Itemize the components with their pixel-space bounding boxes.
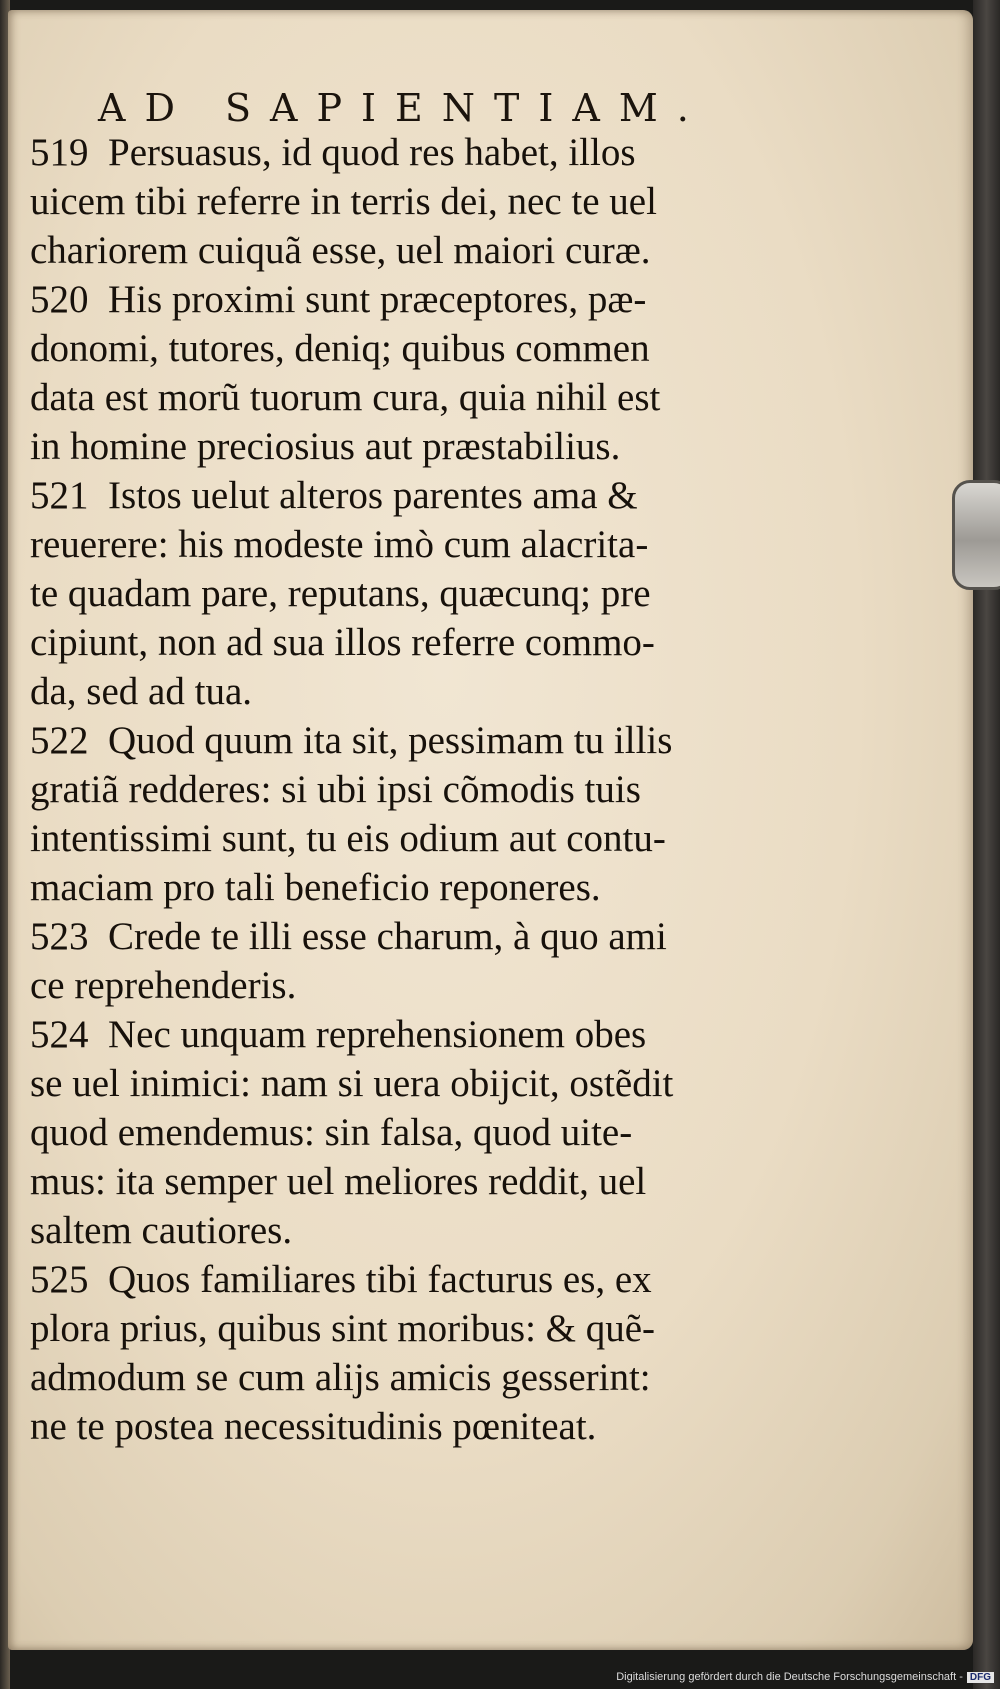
text-line: reuerere: his modeste imò cum alacrita-	[30, 523, 649, 566]
text-line: plora prius, quibus sint moribus: & quẽ-	[30, 1307, 656, 1350]
text-line: in homine preciosius aut præstabilius.	[30, 425, 621, 468]
text-line: intentissimi sunt, tu eis odium aut contu-	[30, 817, 666, 860]
text-line: se uel inimici: nam si uera obijcit, ostẽdit	[30, 1062, 674, 1105]
text-line: gratiã redderes: si ubi ipsi cõmodis tuis	[30, 768, 641, 811]
text-line: te quadam pare, reputans, quæcunq; pre	[30, 572, 651, 615]
text-line: 521 Istos uelut alteros parentes ama &	[30, 474, 638, 517]
text-line: 525 Quos familiares tibi facturus es, ex	[30, 1258, 652, 1301]
text-line: 523 Crede te illi esse charum, à quo ami	[30, 915, 667, 958]
book-page	[8, 10, 973, 1650]
text-line: 520 His proximi sunt præceptores, pæ-	[30, 278, 647, 321]
book-cover-edge	[973, 0, 1000, 1689]
text-line: quod emendemus: sin falsa, quod uite-	[30, 1111, 633, 1154]
text-line: admodum se cum alijs amicis gesserint:	[30, 1356, 651, 1399]
digitization-footer	[616, 1671, 994, 1683]
text-line: ne te postea necessitudinis pœniteat.	[30, 1405, 597, 1448]
text-line: 519 Persuasus, id quod res habet, illos	[30, 131, 636, 174]
text-line: maciam pro tali beneficio reponeres.	[30, 866, 601, 909]
dfg-logo: DFG	[967, 1672, 994, 1683]
text-line: chariorem cuiquã esse, uel maiori curæ.	[30, 229, 651, 272]
text-line: da, sed ad tua.	[30, 670, 253, 713]
text-line: donomi, tutores, deniq; quibus commen	[30, 327, 650, 370]
text-block	[30, 128, 800, 1451]
text-line: 522 Quod quum ita sit, pessimam tu illis	[30, 719, 673, 762]
text-line: ce reprehenderis.	[30, 964, 297, 1007]
text-line: 524 Nec unquam reprehensionem obes	[30, 1013, 647, 1056]
book-clasp	[952, 480, 1000, 590]
text-line: mus: ita semper uel meliores reddit, uel	[30, 1160, 647, 1203]
text-line: cipiunt, non ad sua illos referre commo-	[30, 621, 655, 664]
running-header: AD SAPIENTIAM.	[98, 86, 708, 130]
footer-text: Digitalisierung gefördert durch die Deutsche Forschungsgemeinschaft -	[616, 1671, 963, 1683]
text-line: saltem cautiores.	[30, 1209, 293, 1252]
text-line: data est morũ tuorum cura, quia nihil est	[30, 376, 661, 419]
text-line: uicem tibi referre in terris dei, nec te uel	[30, 180, 657, 223]
